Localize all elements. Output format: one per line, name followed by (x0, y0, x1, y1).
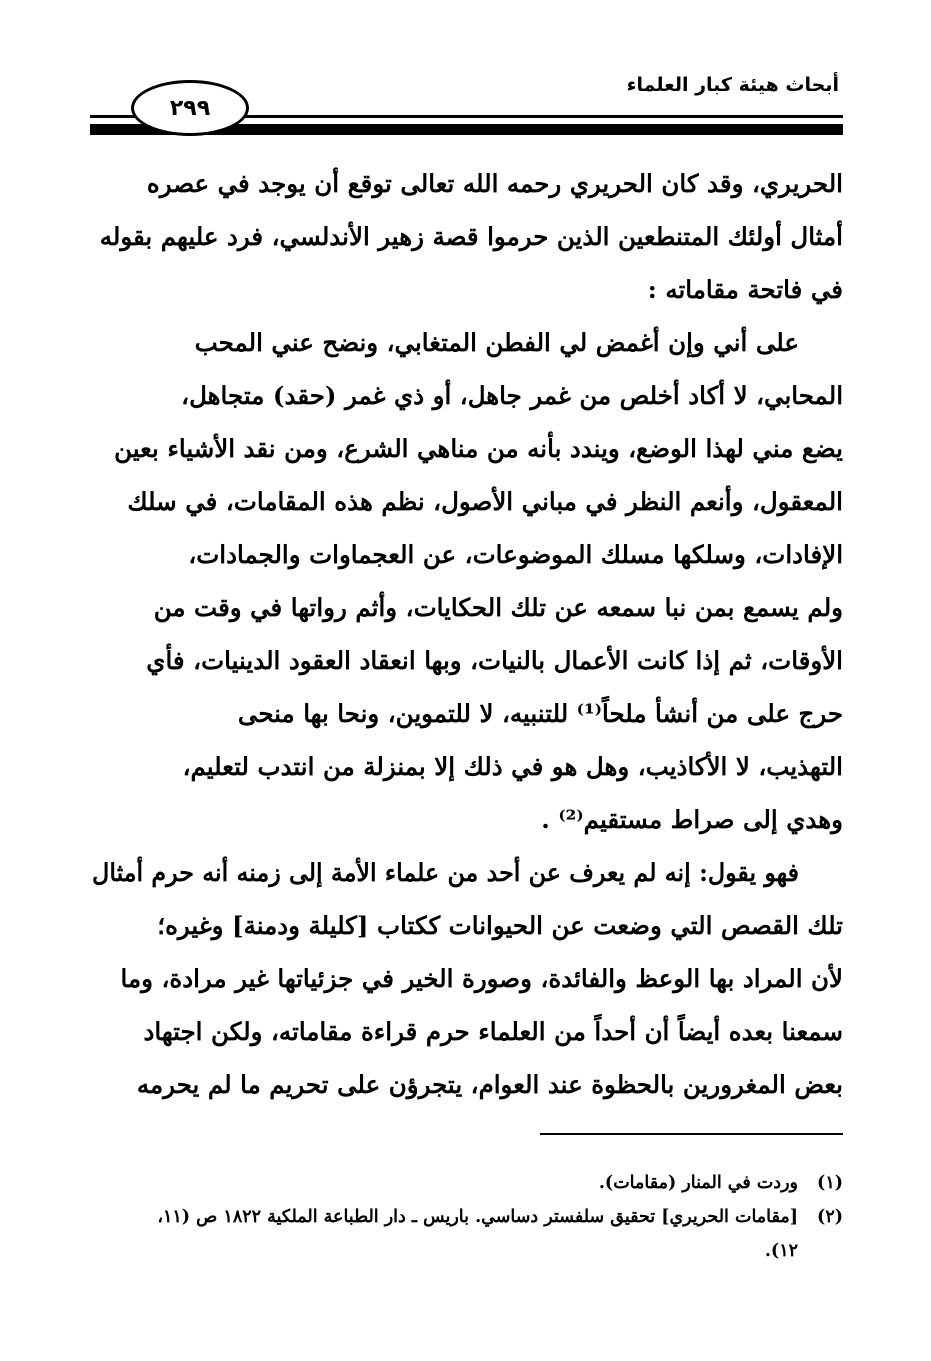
text-line: لأن المراد بها الوعظ والفائدة، وصورة الخير في جزئياتها غير مرادة، وما (120, 964, 843, 993)
text-line: سمعنا بعده أيضاً أن أحداً من العلماء حرم قراءة مقاماته، ولكن اجتهاد (143, 1017, 843, 1046)
footnote-line: ١٢). (764, 1241, 798, 1261)
footnote-line: [مقامات الحريري] تحقيق سلفستر دساسي. باريس ـ دار الطباعة الملكية ١٨٢٢ ص (١١، (157, 1207, 798, 1227)
paragraph-2-quotation (92, 316, 843, 846)
footnote-line: وردت في المنار (مقامات). (598, 1173, 798, 1193)
footnote-number: (١) (817, 1173, 843, 1193)
text-line: في فاتحة مقاماته : (647, 275, 843, 304)
footnote-1 (92, 1166, 843, 1200)
running-title: أبحاث هيئة كبار العلماء (626, 74, 839, 96)
footnote-2 (92, 1200, 843, 1268)
paragraph-3 (92, 846, 843, 1111)
text-line: المعقول، وأنعم النظر في مباني الأصول، نظم هذه المقامات، في سلك (127, 487, 843, 516)
text-line: ولم يسمع بمن نبا سمعه عن تلك الحكايات، وأثم رواتها في وقت من (153, 593, 843, 622)
text-line: التهذيب، لا الأكاذيب، وهل هو في ذلك إلا بمنزلة من انتدب لتعليم، (182, 752, 843, 781)
paragraph-1 (92, 157, 843, 316)
text-line: بعض المغرورين بالحظوة عند العوام، يتجرؤن على تحريم ما لم يحرمه (136, 1070, 843, 1099)
text-line: فهو يقول: إنه لم يعرف عن أحد من علماء الأمة إلى زمنه أنه حرم أمثال (92, 858, 799, 887)
footnote-text (92, 1200, 798, 1268)
text-line: أمثال أولئك المتنطعين الذين حرموا قصة زهير الأندلسي، فرد عليهم بقوله (99, 222, 843, 251)
text-line: الإفادات، وسلكها مسلك الموضوعات، عن العجماوات والجمادات، (188, 540, 843, 569)
page-number-oval (131, 80, 249, 136)
footnotes (92, 1166, 843, 1268)
footnote-separator (540, 1133, 843, 1135)
text-line: حرج على من أنشأ ملحاً⁽¹⁾ للتنبيه، لا للتموين، ونحا بها منحى (237, 699, 843, 728)
text-line: يضع مني لهذا الوضع، ويندد بأنه من مناهي الشرع، ومن نقد الأشياء بعين (114, 434, 843, 463)
text-line: وهدي إلى صراط مستقيم⁽²⁾ . (541, 805, 843, 834)
footnote-number: (٢) (817, 1207, 843, 1227)
text-line: الأوقات، ثم إذا كانت الأعمال بالنيات، وبها انعقاد العقود الدينيات، فأي (146, 646, 843, 675)
text-line: على أني وإن أغمض لي الفطن المتغابي، ونضح عني المحب (194, 328, 799, 357)
page-number: ٢٩٩ (169, 95, 211, 121)
footnote-text (92, 1166, 798, 1200)
text-line: الحريري، وقد كان الحريري رحمه الله تعالى توقع أن يوجد في عصره (146, 169, 843, 198)
body-text (92, 157, 843, 1111)
text-line: المحابي، لا أكاد أخلص من غمر جاهل، أو ذي غمر (حقد) متجاهل، (181, 381, 843, 410)
text-line: تلك القصص التي وضعت عن الحيوانات ككتاب [كليلة ودمنة] وغيره؛ (157, 911, 843, 940)
